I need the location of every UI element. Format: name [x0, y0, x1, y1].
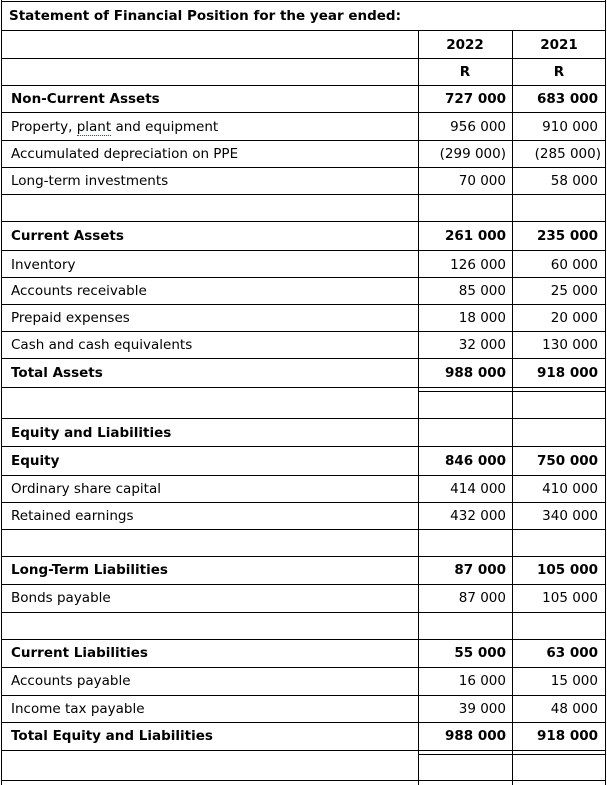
row-label-inventory: Inventory	[11, 257, 76, 273]
row-line	[1, 304, 606, 305]
value-2021: 340 000	[542, 508, 598, 524]
row-label-income-tax-payable: Income tax payable	[11, 701, 145, 717]
row-label-accumulated-depreciation: Accumulated depreciation on PPE	[11, 146, 239, 162]
value-2021: 750 000	[536, 453, 598, 469]
row-line	[1, 695, 606, 696]
value-2022: 55 000	[454, 645, 506, 661]
ppe-text-underlined: plant	[76, 119, 112, 135]
row-line	[1, 167, 606, 168]
ppe-text-end: and equipment	[111, 119, 219, 135]
value-2021: 20 000	[550, 310, 598, 326]
row-label-long-term-investments: Long-term investments	[11, 173, 169, 189]
row-line	[1, 30, 606, 31]
statement-title: Statement of Financial Position for the year ended:	[9, 8, 401, 24]
value-2022: 126 000	[450, 257, 506, 273]
row-label-total-equity-and-liabilities: Total Equity and Liabilities	[11, 728, 213, 744]
value-2022: 988 000	[444, 365, 506, 381]
row-line	[1, 387, 606, 388]
value-2022: 32 000	[458, 337, 506, 353]
value-2022: 846 000	[444, 453, 506, 469]
value-2021: 235 000	[536, 228, 598, 244]
section-current-assets: Current Assets	[11, 228, 124, 244]
row-line	[1, 58, 606, 59]
row-label-total-assets: Total Assets	[11, 365, 103, 381]
value-2022: 16 000	[458, 673, 506, 689]
row-label-accounts-receivable: Accounts receivable	[11, 283, 147, 299]
row-line	[1, 780, 606, 781]
row-label-ordinary-share-capital: Ordinary share capital	[11, 481, 161, 497]
value-2021: 918 000	[536, 728, 598, 744]
value-2022: (299 000)	[439, 146, 506, 162]
value-2021: 105 000	[542, 590, 598, 606]
value-2022: 956 000	[450, 119, 506, 135]
row-line	[1, 584, 606, 585]
section-non-current-assets: Non-Current Assets	[11, 91, 160, 107]
row-line	[1, 250, 606, 251]
column-divider-2022	[418, 30, 419, 785]
value-2021: 48 000	[550, 701, 598, 717]
row-line	[1, 85, 606, 86]
row-line	[1, 475, 606, 476]
row-line	[1, 1, 606, 2]
column-header-2021: 2021	[540, 37, 578, 53]
value-2022: 87 000	[454, 562, 506, 578]
value-2022: 727 000	[444, 91, 506, 107]
row-line	[1, 502, 606, 503]
section-long-term-liabilities: Long-Term Liabilities	[11, 562, 168, 578]
currency-2022: R	[459, 64, 471, 80]
section-equity-and-liabilities: Equity and Liabilities	[11, 425, 172, 441]
row-label-prepaid-expenses: Prepaid expenses	[11, 310, 130, 326]
value-2022: 87 000	[458, 590, 506, 606]
row-line	[1, 556, 606, 557]
row-line	[1, 418, 606, 419]
value-2021: 918 000	[536, 365, 598, 381]
row-line	[1, 112, 606, 113]
value-2021: 410 000	[542, 481, 598, 497]
value-2021: (285 000)	[534, 146, 601, 162]
column-header-2022: 2022	[446, 37, 484, 53]
value-2021: 60 000	[550, 257, 598, 273]
value-2021: 58 000	[550, 173, 598, 189]
row-line	[1, 140, 606, 141]
row-line	[1, 722, 606, 723]
currency-2021: R	[553, 64, 565, 80]
row-line	[1, 221, 606, 222]
column-divider-2021	[512, 30, 513, 785]
value-2021: 683 000	[536, 91, 598, 107]
section-current-liabilities: Current Liabilities	[11, 645, 148, 661]
value-2021: 130 000	[542, 337, 598, 353]
value-2022: 18 000	[458, 310, 506, 326]
double-underline	[418, 391, 606, 392]
value-2022: 432 000	[450, 508, 506, 524]
row-line	[1, 358, 606, 359]
row-line	[1, 194, 606, 195]
row-label-retained-earnings: Retained earnings	[11, 508, 134, 524]
value-2022: 988 000	[444, 728, 506, 744]
value-2021: 910 000	[542, 119, 598, 135]
row-line	[1, 750, 606, 751]
value-2021: 63 000	[546, 645, 598, 661]
row-label-bonds-payable: Bonds payable	[11, 590, 111, 606]
value-2022: 414 000	[450, 481, 506, 497]
value-2022: 70 000	[458, 173, 506, 189]
value-2022: 261 000	[444, 228, 506, 244]
double-underline	[418, 754, 606, 755]
row-line	[1, 277, 606, 278]
row-line	[1, 331, 606, 332]
value-2021: 105 000	[536, 562, 598, 578]
value-2022: 85 000	[458, 283, 506, 299]
row-line	[1, 667, 606, 668]
value-2021: 25 000	[550, 283, 598, 299]
row-line	[1, 529, 606, 530]
row-line	[1, 446, 606, 447]
section-equity: Equity	[11, 453, 60, 469]
row-label-ppe	[11, 118, 218, 136]
row-label-cash: Cash and cash equivalents	[11, 337, 193, 353]
ppe-text-start: Property,	[11, 119, 77, 135]
row-label-accounts-payable: Accounts payable	[11, 673, 131, 689]
value-2021: 15 000	[550, 673, 598, 689]
row-line	[1, 612, 606, 613]
row-line	[1, 639, 606, 640]
value-2022: 39 000	[458, 701, 506, 717]
